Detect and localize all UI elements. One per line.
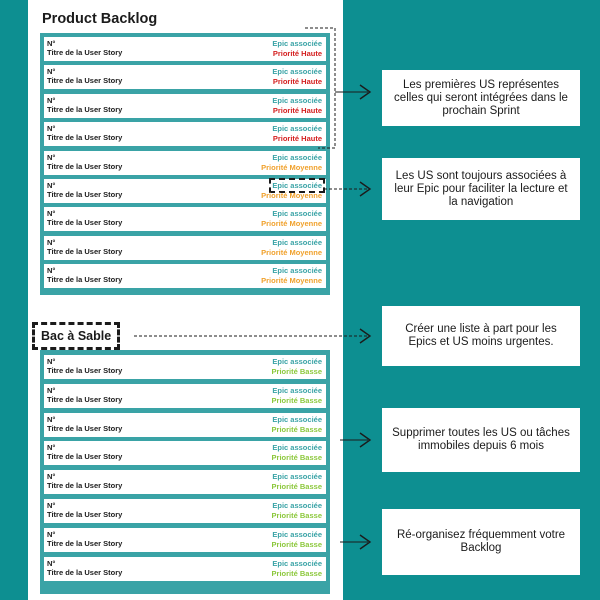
priority-label: Priorité Moyenne	[261, 162, 322, 172]
epic-label: Epic associée	[272, 152, 322, 162]
user-story-card	[44, 236, 326, 260]
user-story-card	[44, 384, 326, 408]
priority-label: Priorité Haute	[272, 49, 322, 58]
arrow-head-cleanup	[360, 433, 370, 447]
story-number: N°	[47, 209, 56, 219]
arrow-head-sprint	[360, 85, 370, 99]
story-title: Titre de la User Story	[47, 133, 123, 143]
product-backlog-list	[40, 33, 330, 295]
priority-label: Priorité Basse	[271, 482, 322, 492]
story-number: N°	[47, 67, 56, 77]
epic-label: Epic associée	[272, 385, 322, 395]
epic-label: Epic associée	[272, 414, 322, 424]
story-number: N°	[47, 124, 56, 134]
priority-label: Priorité Moyenne	[261, 191, 322, 200]
arrow-head-reorganize	[360, 535, 370, 549]
story-number: N°	[47, 237, 56, 247]
arrow-head-sandbox	[360, 329, 370, 343]
story-number: N°	[47, 357, 56, 366]
story-title: Titre de la User Story	[47, 275, 123, 285]
user-story-card	[44, 355, 326, 379]
epic-label: Epic associée	[272, 181, 322, 190]
user-story-card	[44, 207, 326, 231]
priority-label: Priorité Haute	[272, 105, 322, 115]
user-story-card	[44, 413, 326, 437]
story-number: N°	[47, 414, 56, 424]
epic-label: Epic associée	[272, 209, 322, 219]
note-cleanup: Supprimer toutes les US ou tâches immobiles depuis 6 mois	[382, 408, 580, 472]
story-number: N°	[47, 529, 56, 539]
priority-label: Priorité Basse	[271, 511, 322, 520]
epic-label: Epic associée	[272, 67, 322, 77]
arrow-head-epic	[360, 182, 370, 196]
user-story-card	[44, 122, 326, 146]
story-title: Titre de la User Story	[47, 423, 123, 433]
epic-label: Epic associée	[272, 237, 322, 247]
user-story-card	[44, 528, 326, 552]
story-title: Titre de la User Story	[47, 452, 123, 462]
story-number: N°	[47, 181, 56, 190]
priority-label: Priorité Basse	[271, 424, 322, 434]
story-title: Titre de la User Story	[47, 76, 123, 86]
story-number: N°	[47, 501, 56, 510]
story-number: N°	[47, 95, 56, 105]
story-number: N°	[47, 443, 56, 453]
epic-label: Epic associée	[272, 124, 322, 134]
story-title: Titre de la User Story	[47, 218, 123, 228]
priority-label: Priorité Haute	[272, 77, 322, 87]
note-sprint: Les premières US représentes celles qui seront intégrées dans le prochain Sprint	[382, 70, 580, 126]
note-reorganize: Ré-organisez fréquemment votre Backlog	[382, 509, 580, 575]
user-story-card	[44, 94, 326, 118]
epic-label: Epic associée	[272, 266, 322, 276]
priority-label: Priorité Basse	[271, 367, 322, 376]
priority-label: Priorité Basse	[271, 568, 322, 578]
user-story-card	[44, 65, 326, 89]
story-title: Titre de la User Story	[47, 481, 123, 491]
sandbox-list	[40, 350, 330, 594]
epic-label: Epic associée	[272, 443, 322, 453]
user-story-card	[44, 37, 326, 61]
priority-label: Priorité Haute	[272, 134, 322, 144]
story-title: Titre de la User Story	[47, 538, 123, 548]
story-title: Titre de la User Story	[47, 246, 123, 256]
priority-label: Priorité Moyenne	[261, 276, 322, 286]
priority-label: Priorité Moyenne	[261, 219, 322, 229]
story-number: N°	[47, 558, 56, 568]
epic-label: Epic associée	[272, 472, 322, 482]
epic-label: Epic associée	[272, 558, 322, 568]
user-story-card	[44, 470, 326, 494]
story-number: N°	[47, 39, 56, 48]
epic-label: Epic associée	[272, 39, 322, 48]
note-epic: Les US sont toujours associées à leur Epic pour faciliter la lecture et la navigation	[382, 158, 580, 220]
story-title: Titre de la User Story	[47, 366, 123, 375]
user-story-card	[44, 499, 326, 523]
story-title: Titre de la User Story	[47, 567, 123, 577]
priority-label: Priorité Moyenne	[261, 247, 322, 257]
epic-label: Epic associée	[272, 95, 322, 105]
story-number: N°	[47, 152, 56, 162]
story-number: N°	[47, 385, 56, 395]
story-number: N°	[47, 472, 56, 482]
user-story-card	[44, 179, 326, 203]
priority-label: Priorité Basse	[271, 539, 322, 549]
user-story-card	[44, 264, 326, 288]
user-story-card	[44, 441, 326, 465]
sandbox-label: Bac à Sable	[32, 322, 120, 350]
epic-label: Epic associée	[272, 501, 322, 510]
priority-label: Priorité Basse	[271, 395, 322, 405]
story-title: Titre de la User Story	[47, 510, 123, 519]
story-title: Titre de la User Story	[47, 104, 123, 114]
page-title: Product Backlog	[42, 11, 158, 27]
story-title: Titre de la User Story	[47, 394, 123, 404]
story-title: Titre de la User Story	[47, 190, 123, 199]
epic-label: Epic associée	[272, 357, 322, 366]
user-story-card	[44, 557, 326, 581]
epic-label: Epic associée	[272, 529, 322, 539]
story-title: Titre de la User Story	[47, 48, 123, 57]
note-sandbox: Créer une liste à part pour les Epics et US moins urgentes.	[382, 306, 580, 366]
story-number: N°	[47, 266, 56, 276]
priority-label: Priorité Basse	[271, 453, 322, 463]
story-title: Titre de la User Story	[47, 161, 123, 171]
user-story-card	[44, 151, 326, 175]
